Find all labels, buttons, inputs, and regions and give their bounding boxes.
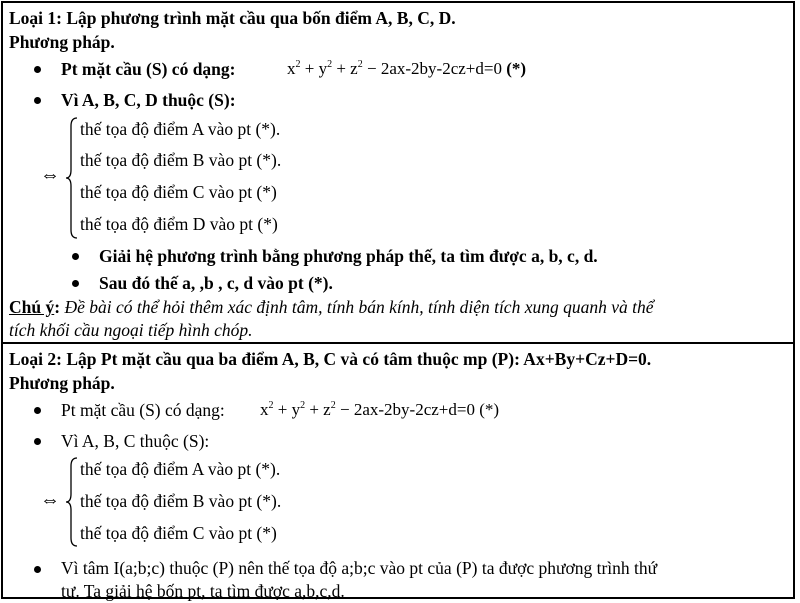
- section2-bullet2: Vì A, B, C thuộc (S):: [61, 431, 210, 451]
- bullet-icon: [72, 280, 79, 287]
- note-label: Chú ý: [9, 297, 55, 317]
- section1-bullet1-label: Pt mặt cầu (S) có dạng:: [61, 59, 236, 79]
- section2-sphere-equation: $x^2 + y^2 + z^2 - 2ax-2by-2cz+d=0$ (*): [260, 400, 500, 419]
- section2-system-line-2: thế tọa độ điểm B vào pt (*).: [80, 491, 282, 511]
- section1-method-label: Phương pháp.: [9, 32, 115, 52]
- section1-bullet3: Giải hệ phương trình bằng phương pháp thế, ta tìm được a, b, c, d.: [99, 246, 598, 266]
- section1-note-line-2: tích khối cầu ngoại tiếp hình chóp.: [9, 320, 253, 340]
- iff-icon: ⇔: [40, 164, 60, 186]
- bullet-icon: [34, 438, 41, 445]
- section1-system-line-2: thế tọa độ điểm B vào pt (*).: [80, 150, 282, 170]
- section2-system-line-1: thế tọa độ điểm A vào pt (*).: [80, 459, 281, 479]
- section1-sphere-equation: $x^2 + y^2 + z^2 - 2ax-2by-2cz+d=0$ (*): [287, 59, 527, 78]
- section2-title: Loại 2: Lập Pt mặt cầu qua ba điểm A, B, C và có tâm thuộc mp (P): Ax+By+Cz+D=0.: [9, 349, 652, 369]
- bullet-icon: [34, 66, 41, 73]
- section1-note-line-1: Chú ý: Đề bài có thể hỏi thêm xác định tâm, tính bán kính, tính diện tích xung quanh và thể: [9, 297, 654, 317]
- iff-icon: ⇔: [40, 489, 60, 511]
- section1-system-line-4: thế tọa độ điểm D vào pt (*): [80, 214, 278, 234]
- bullet-icon: [34, 97, 41, 104]
- bullet-icon: [34, 566, 41, 573]
- section1-title: Loại 1: Lập phương trình mặt cầu qua bốn điểm A, B, C, D.: [9, 8, 456, 28]
- left-brace-icon: [64, 116, 80, 240]
- section2-bullet3-line-1: Vì tâm I(a;b;c) thuộc (P) nên thế tọa độ a;b;c vào pt của (P) ta được phương trình thứ: [61, 558, 658, 578]
- section2-bullet3-line-2: tư. Ta giải hệ bốn pt, ta tìm được a,b,c,d.: [61, 581, 345, 601]
- left-brace-icon: [64, 456, 80, 548]
- section1-bullet4: Sau đó thế a, ,b , c, d vào pt (*).: [99, 273, 333, 293]
- section1-system-line-1: thế tọa độ điểm A vào pt (*).: [80, 119, 281, 139]
- section1-system-line-3: thế tọa độ điểm C vào pt (*): [80, 182, 277, 202]
- bullet-icon: [72, 253, 79, 260]
- section2-system-line-3: thế tọa độ điểm C vào pt (*): [80, 523, 277, 543]
- section-divider: [1, 342, 795, 344]
- section1-bullet2: Vì A, B, C, D thuộc (S):: [61, 90, 236, 110]
- bullet-icon: [34, 407, 41, 414]
- section2-method-label: Phương pháp.: [9, 373, 115, 393]
- section2-bullet1-label: Pt mặt cầu (S) có dạng:: [61, 400, 225, 420]
